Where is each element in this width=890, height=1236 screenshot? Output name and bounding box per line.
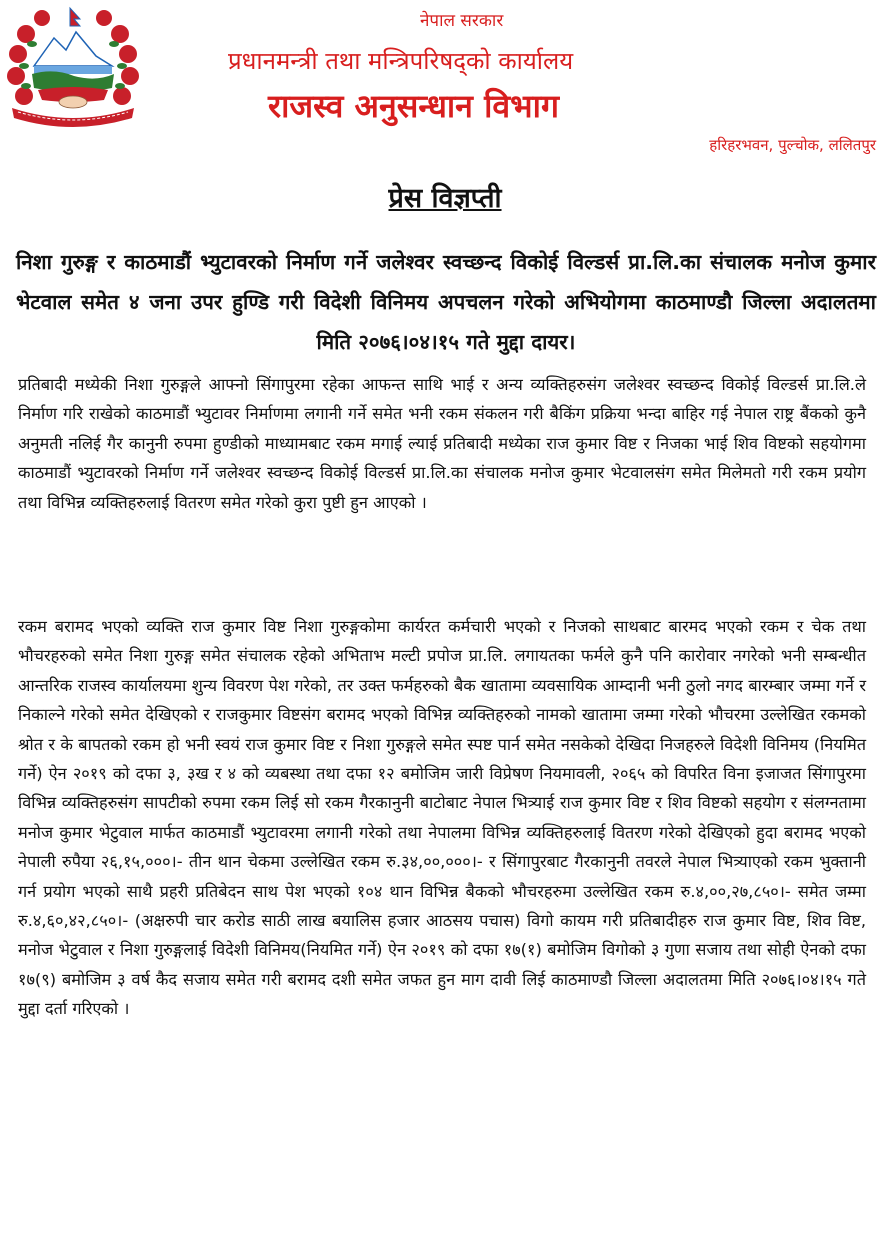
nepal-government-emblem	[4, 4, 142, 128]
government-name: नेपाल सरकार	[420, 11, 504, 31]
office-name: प्रधानमन्त्री तथा मन्त्रिपरिषद्को कार्यालय	[228, 47, 574, 75]
emblem-icon	[4, 4, 142, 128]
press-release-headline: निशा गुरुङ्ग र काठमाडौं भ्युटावरको निर्माण गर्ने जलेश्वर स्वच्छन्द विकोई विल्डर्स प्रा.लि.का संचालक मनोज कुमार भेटवाल समेत ४ जना उपर हुण्डि गरी विदेशी विनिमय अपचलन गरेको अभियोगमा काठमाण्डौ जिल्ला अदालतमा मिति २०७६।०४।१५ गते मुद्दा दायर।	[16, 250, 876, 354]
office-address: हरिहरभवन, पुल्चोक, ललितपुर	[709, 136, 876, 154]
department-name: राजस्व अनुसन्धान विभाग	[268, 87, 559, 125]
body-paragraph-1: प्रतिबादी मध्येकी निशा गुरुङ्गले आफ्नो सिंगापुरमा रहेका आफन्त साथि भाई र अन्य व्यक्तिहरुसंग जलेश्वर स्वच्छन्द विकोई विल्डर्स प्रा.लि.ले निर्माण गरि राखेको काठमाडौं भ्युटावर निर्माणमा लगानी गर्ने समेत भनी रकम संकलन गरी बैकिंग प्रक्रिया भन्दा बाहिर गई नेपाल राष्ट्र बैंकको कुनै अनुमती नलिई गैर कानुनी रुपमा हुण्डीको माध्यामबाट रकम मगाई ल्याई प्रतिबादी मध्येका राज कुमार विष्ट र निजका भाई शिव विष्टको सहयोगमा काठमाडौं भ्युटावरको निर्माण गर्ने जलेश्वर स्वच्छन्द विकोई विल्डर्स प्रा.लि.का संचालक मनोज कुमार भेटवालसंग समेत मिलेमतो गरी रकम प्रयोग तथा विभिन्न व्यक्तिहरुलाई वितरण समेत गरेको कुरा पुष्टी हुन आएको ।	[18, 375, 866, 512]
body-paragraph-2: रकम बरामद भएको व्यक्ति राज कुमार विष्ट निशा गुरुङ्गकोमा कार्यरत कर्मचारी भएको र निजको साथबाट बारमद भएको रकम र चेक तथा भौचरहरुको समेत निशा गुरुङ्ग समेत संचालक रहेको अभिताभ मल्टी प्रपोज प्रा.लि. लगायतका फर्मले कुनै पनि कारोवार नगरेको भनी सम्बन्धीत आन्तरिक राजस्व कार्यालयमा शुन्य विवरण पेश गरेको, तर उक्त फर्महरुको बैक खातामा व्यवसायिक आम्दानी भनी ठुलो नगद बारम्बार जम्मा गर्ने र निकाल्ने गरेको समेत देखिएको र राजकुमार विष्टसंग बरामद भएको विभिन्न व्यक्तिहरुको नामको खातामा जम्मा गरेको भौचरमा उल्लेखित रकमको श्रोत र के बापतको रकम हो भनी स्वयं राज कुमार विष्ट र निशा गुरुङ्गले समेत स्पष्ट पार्न समेत नसकेको देखिदा निजहरुले विदेशी विनिमय (नियमित गर्ने) ऐन २०१९ को दफा ३, ३ख र ४ को व्यबस्था तथा दफा १२ बमोजिम जारी विप्रेषण नियमावली, २०६५ को विपरित विना इजाजत सिंगापुरमा विभिन्न व्यक्तिहरुसंग सापटीको रुपमा रकम लिई सो रकम गैरकानुनी बाटोबाट नेपाल भित्र्याई राज कुमार विष्ट र शिव विष्टको सहयोग र संलग्नतामा मनोज कुमार भेटुवाल मार्फत काठमाडौं भ्युटावरमा लगानी गरेको तथा नेपालमा विभिन्न व्यक्तिहरुलाई वितरण गरेको देखिएको हुदा बरामद भएको नेपाली रुपैया २६,१५,०००।- तीन थान चेकमा उल्लेखित रकम रु.३४,००,०००।- र सिंगापुरबाट गैरकानुनी तवरले नेपाल भित्र्याएको रकम भुक्तानी गर्न प्रयोग भएको साथै प्रहरी प्रतिबेदन साथ पेश भएको १०४ थान विभिन्न बैकको भौचरहरुमा उल्लेखित रकम रु.४,००,२७,८५०।- समेत जम्मा रु.४,६०,४२,८५०।- (अक्षरुपी चार करोड साठी लाख बयालिस हजार आठसय पचास) विगो कायम गरी प्रतिबादीहरु राज कुमार विष्ट, शिव विष्ट, मनोज भेटुवाल र निशा गुरुङ्गलाई विदेशी विनिमय(नियमित गर्ने) ऐन २०१९ को दफा १७(१) बमोजिम विगोको ३ गुणा सजाय तथा सोही ऐनको दफा १७(९) बमोजिम ३ वर्ष कैद सजाय समेत गरी बरामद दशी समेत जफत हुन माग दावी लिई काठमाण्डौ जिल्ला अदालतमा मिति २०७६।०४।१५ गते मुद्दा दर्ता गरिएको ।	[18, 617, 866, 1019]
press-release-title: प्रेस विज्ञप्ती	[388, 183, 502, 214]
